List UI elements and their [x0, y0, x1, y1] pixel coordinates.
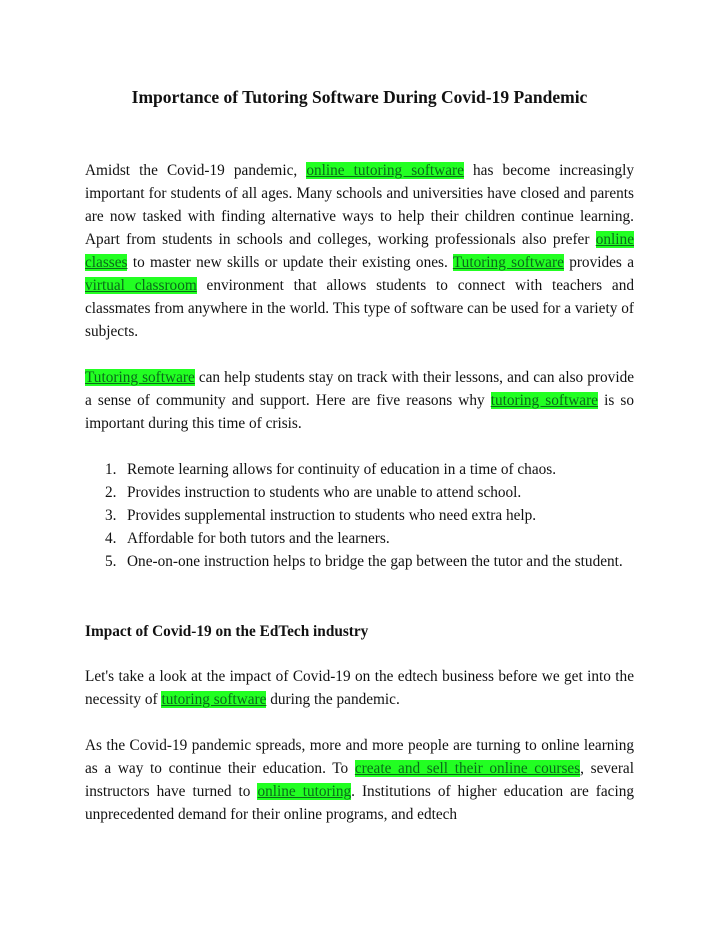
link-virtual-classroom[interactable]: virtual classroom: [85, 277, 197, 294]
list-item: [85, 481, 634, 504]
para1-text-5: environment that allows students to connect with teachers and classmates from anywhere in the world. This type of software can be used for a variety of subjects.: [85, 277, 634, 340]
intro-paragraph: [85, 159, 634, 343]
link-create-sell-courses[interactable]: create and sell their online courses: [354, 760, 581, 777]
para3-text-1: Let's take a look at the impact of Covid-19 on the edtech business before we get into the necessity of: [85, 668, 634, 708]
section-heading: Impact of Covid-19 on the EdTech industry: [85, 623, 369, 640]
list-item-text: Affordable for both tutors and the learners.: [127, 530, 390, 547]
list-number: 3.: [105, 507, 117, 524]
link-tutoring-software-4[interactable]: tutoring software: [161, 691, 267, 708]
link-tutoring-software[interactable]: Tutoring software: [452, 254, 564, 271]
list-number: 4.: [105, 530, 117, 547]
para2-text-2: is so important during this time of crisis.: [85, 392, 634, 432]
para3-text-2: during the pandemic.: [266, 691, 400, 708]
list-item-text: Provides instruction to students who are unable to attend school.: [127, 484, 522, 501]
list-item: [85, 527, 634, 550]
reasons-intro-paragraph: [85, 366, 634, 435]
link-online-classes[interactable]: online classes: [85, 231, 634, 271]
para4-text-1: As the Covid-19 pandemic spreads, more and more people are turning to online learning as a way to continue their education. To: [85, 737, 634, 777]
link-tutoring-software-2[interactable]: Tutoring software: [85, 369, 195, 386]
para1-text-1: Amidst the Covid-19 pandemic,: [85, 162, 307, 179]
para2-text-1: can help students stay on track with their lessons, and can also provide a sense of community and support. Here are five reasons why: [85, 369, 635, 409]
list-item: [85, 504, 634, 527]
para4-text-3: . Institutions of higher education are facing unprecedented demand for their online programs, and edtech: [85, 783, 635, 823]
list-item: [85, 550, 634, 573]
para1-text-3: to master new skills or update their existing ones.: [127, 254, 453, 271]
pandemic-paragraph: [85, 734, 634, 826]
list-number: 5.: [105, 553, 117, 570]
impact-paragraph: [85, 665, 634, 711]
list-item-text: Remote learning allows for continuity of education in a time of chaos.: [127, 461, 557, 478]
link-online-tutoring-software[interactable]: online tutoring software: [306, 162, 464, 179]
list-item-text: Provides supplemental instruction to students who need extra help.: [127, 507, 537, 524]
list-number: 1.: [105, 461, 117, 478]
link-tutoring-software-3[interactable]: tutoring software: [490, 392, 598, 409]
reasons-list: [85, 458, 634, 573]
document-title: Importance of Tutoring Software During Covid-19 Pandemic: [131, 87, 588, 107]
list-item: [85, 458, 634, 481]
para4-text-2: , several instructors have turned to: [85, 760, 634, 800]
link-online-tutoring[interactable]: online tutoring: [257, 783, 352, 800]
para1-text-4: provides a: [563, 254, 634, 271]
para1-text-2: has become increasingly important for students of all ages. Many schools and universities have closed and parents are now tasked with finding alternative ways to help their children continue learning. Apart from students in schools and colleges, working professionals also prefer: [85, 162, 634, 248]
list-item-text: One-on-one instruction helps to bridge the gap between the tutor and the student.: [127, 553, 623, 570]
list-number: 2.: [105, 484, 117, 501]
